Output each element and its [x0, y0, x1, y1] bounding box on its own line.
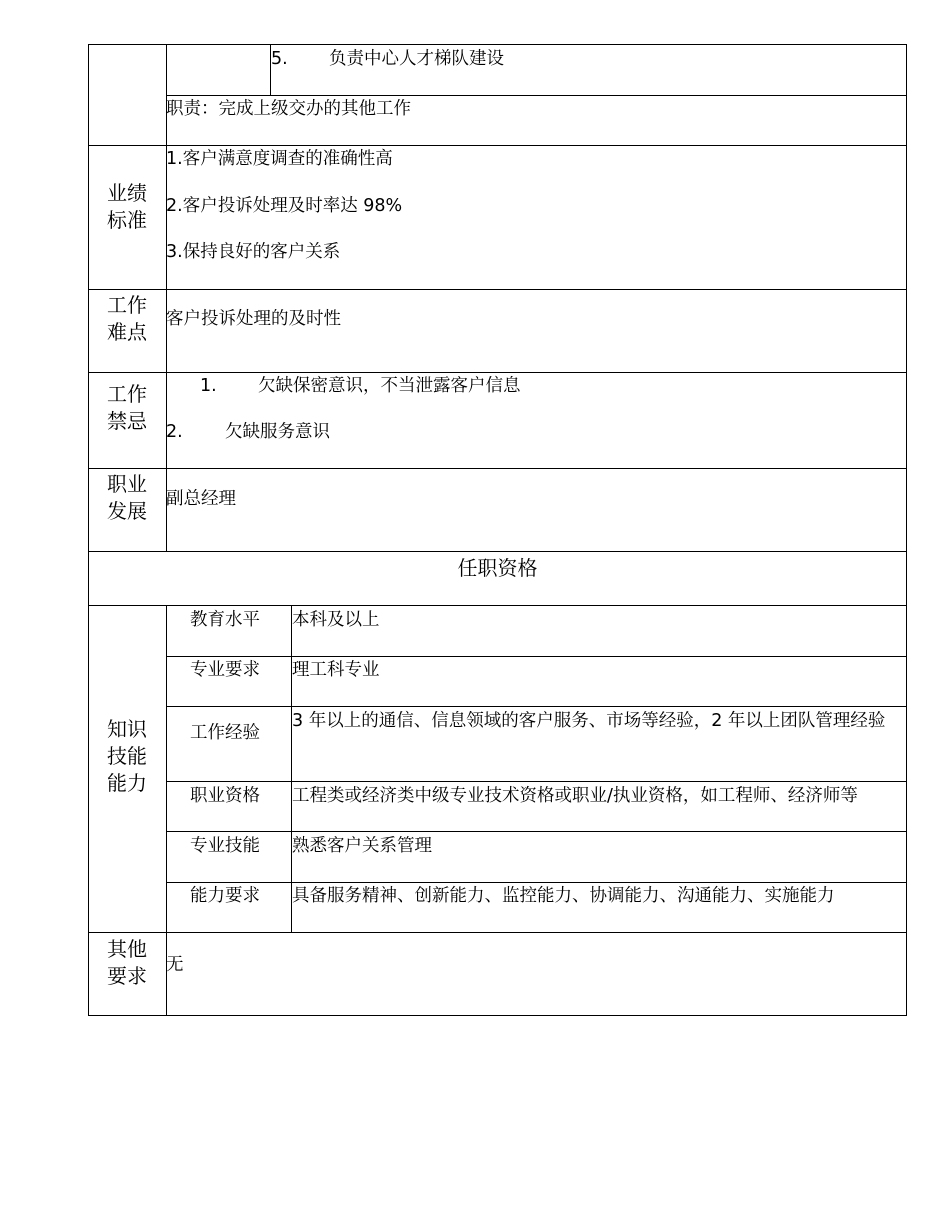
performance-item: 1.客户满意度调查的准确性高 [166, 149, 393, 169]
performance-item: 2.客户投诉处理及时率达 98% [166, 196, 403, 216]
knowledge-row-label: 能力要求 [190, 886, 260, 906]
knowledge-row-label: 职业资格 [190, 786, 260, 806]
knowledge-row-label: 教育水平 [190, 610, 260, 630]
qualification-title: 任职资格 [457, 556, 538, 580]
taboo-label: 工作 禁忌 [107, 382, 147, 433]
knowledge-row-value: 工程类或经济类中级专业技术资格或职业/执业资格，如工程师、经济师等 [292, 786, 858, 806]
responsibility-item-number: 5. [271, 49, 288, 69]
knowledge-row-label: 专业要求 [190, 660, 260, 680]
other-duty-text: 职责：完成上级交办的其他工作 [166, 99, 411, 119]
career-text: 副总经理 [166, 489, 236, 509]
knowledge-row-value: 熟悉客户关系管理 [292, 836, 432, 856]
knowledge-row-value: 具备服务精神、创新能力、监控能力、协调能力、沟通能力、实施能力 [292, 886, 835, 906]
performance-label: 业绩 标准 [107, 181, 147, 232]
knowledge-row-label: 专业技能 [190, 836, 260, 856]
career-label: 职业 发展 [107, 472, 147, 523]
knowledge-row-value: 理工科专业 [292, 660, 380, 680]
knowledge-row-value: 3 年以上的通信、信息领域的客户服务、市场等经验，2 年以上团队管理经验 [292, 711, 886, 731]
taboo-item-number: 2. [166, 422, 183, 442]
other-text: 无 [166, 955, 184, 975]
difficulty-text: 客户投诉处理的及时性 [166, 309, 341, 329]
taboo-item-text: 欠缺服务意识 [225, 422, 330, 442]
taboo-item-text: 欠缺保密意识，不当泄露客户信息 [258, 376, 521, 396]
other-label: 其他 要求 [107, 937, 147, 988]
difficulty-label: 工作 难点 [107, 293, 147, 344]
performance-item: 3.保持良好的客户关系 [166, 242, 341, 262]
taboo-item-number: 1. [200, 376, 217, 396]
responsibility-item-text: 负责中心人才梯队建设 [329, 49, 504, 69]
knowledge-row-label: 工作经验 [190, 723, 260, 743]
knowledge-row-value: 本科及以上 [292, 610, 380, 630]
knowledge-label: 知识 技能 能力 [107, 717, 147, 795]
